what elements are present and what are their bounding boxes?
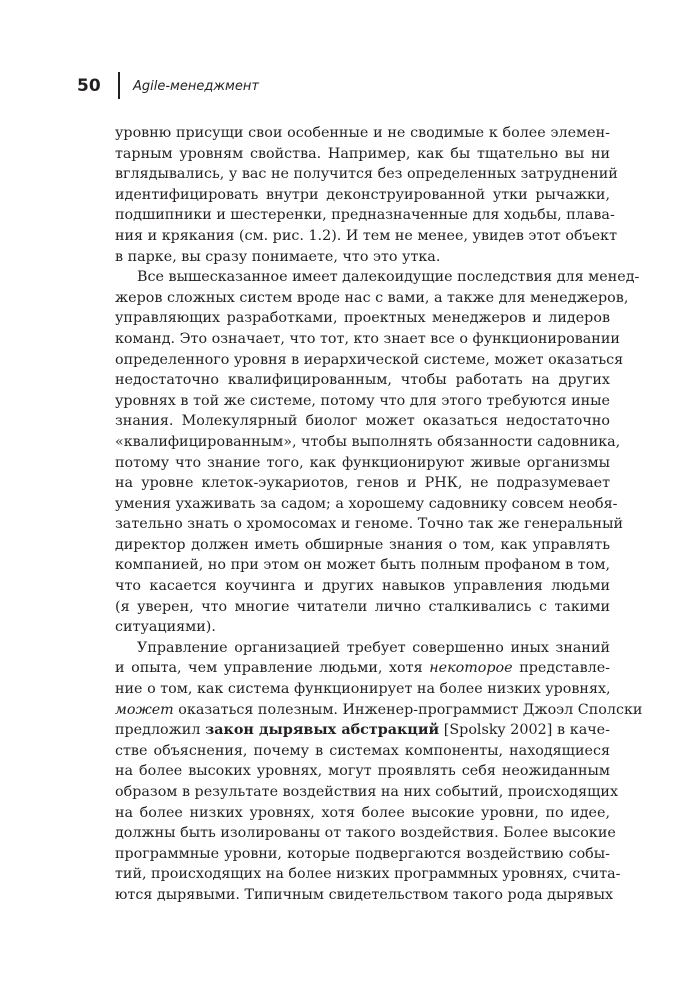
text-line bbox=[115, 288, 629, 309]
text-run: «квалифицированным», чтобы выполнять обязанности садовника, bbox=[115, 433, 621, 450]
text-run: недостаточно квалифицированным, чтобы работать на других bbox=[115, 372, 610, 389]
bold-term: закон дырявых абстракций bbox=[205, 722, 440, 739]
text-run: жеров сложных систем вроде нас с вами, а также для менеджеров, bbox=[115, 289, 629, 306]
text-line bbox=[115, 391, 610, 412]
text-run: потому что знание того, как функционируют живые организмы bbox=[115, 454, 610, 471]
text-run: стве объяснения, почему в системах компоненты, находящиеся bbox=[115, 742, 610, 759]
text-line bbox=[115, 597, 610, 618]
text-run: на более высоких уровнях, могут проявлять себя неожиданным bbox=[115, 763, 610, 780]
text-line bbox=[115, 514, 623, 535]
text-line bbox=[115, 267, 640, 288]
text-line bbox=[115, 308, 610, 329]
text-run: определенного уровня в иерархической системе, может оказаться bbox=[115, 351, 624, 368]
text-line bbox=[115, 144, 610, 165]
text-line bbox=[115, 555, 610, 576]
text-line bbox=[115, 679, 610, 700]
text-run: уровню присущи свои особенные и не сводимые к более элемен- bbox=[115, 125, 610, 141]
text-line bbox=[115, 700, 643, 721]
text-run: тий, происходящих на более низких программных уровнях, счита- bbox=[115, 866, 621, 883]
text-line bbox=[115, 761, 610, 782]
text-run: предложил bbox=[115, 722, 206, 739]
text-line bbox=[115, 638, 610, 659]
text-run: программные уровни, которые подвергаются воздействию собы- bbox=[115, 845, 610, 862]
text-line bbox=[115, 432, 621, 453]
text-run: идентифицировать внутри деконструированной утки рычажки, bbox=[115, 186, 610, 203]
text-run: должны быть изолированы от такого воздействия. Более высокие bbox=[115, 825, 616, 842]
text-line bbox=[115, 617, 610, 638]
text-line bbox=[115, 473, 610, 494]
text-run: знания. Молекулярный биолог может оказаться недостаточно bbox=[115, 413, 610, 430]
text-line bbox=[115, 576, 610, 597]
emphasis-text: может bbox=[115, 701, 174, 718]
text-run: оказаться полезным. Инженер-программист Джоэл Сполски bbox=[173, 701, 643, 718]
text-run: управляющих разработками, проектных менеджеров и лидеров bbox=[115, 310, 610, 327]
running-title: Agile-менеджмент bbox=[133, 79, 259, 94]
text-line bbox=[115, 864, 621, 885]
text-line bbox=[115, 226, 618, 247]
text-line bbox=[115, 658, 610, 679]
text-run: и опыта, чем управление людьми, хотя bbox=[115, 660, 430, 677]
text-run: компанией, но при этом он может быть полным профаном в том, bbox=[115, 557, 610, 574]
emphasis-text: некоторое bbox=[429, 660, 513, 677]
text-run: [Spolsky 2002] в каче- bbox=[439, 722, 610, 739]
text-line bbox=[115, 350, 624, 371]
text-run: что касается коучинга и других навыков управления людьми bbox=[115, 578, 610, 595]
text-run: Все вышесказанное имеет далекоидущие последствия для менед- bbox=[137, 269, 640, 286]
text-run: образом в результате воздействия на них событий, происходящих bbox=[115, 784, 619, 800]
text-run: ние о том, как система функционирует на более низких уровнях, bbox=[115, 681, 611, 698]
text-run: подшипники и шестеренки, предназначенные для ходьбы, плава- bbox=[115, 207, 615, 224]
text-run: тарным уровням свойства. Например, как бы тщательно вы ни bbox=[115, 145, 610, 162]
text-line bbox=[115, 329, 620, 350]
text-line bbox=[115, 844, 610, 865]
text-line bbox=[115, 720, 610, 741]
text-line bbox=[115, 411, 610, 432]
page-number: 50 bbox=[77, 76, 101, 96]
text-run: представле- bbox=[512, 660, 610, 677]
running-head bbox=[0, 72, 686, 102]
text-line bbox=[115, 741, 610, 762]
text-line bbox=[115, 885, 614, 906]
text-line bbox=[115, 247, 610, 268]
text-run: умения ухаживать за садом; а хорошему садовнику совсем необя- bbox=[115, 495, 618, 512]
text-line bbox=[115, 123, 610, 144]
text-run: вглядывались, у вас не получится без определенных затруднений bbox=[115, 166, 618, 183]
text-run: (я уверен, что многие читатели лично сталкивались с такими bbox=[115, 598, 610, 615]
text-run: зательно знать о хромосомах и геноме. Точно так же генеральный bbox=[115, 516, 623, 533]
text-line bbox=[115, 205, 615, 226]
text-run: ситуациями). bbox=[115, 619, 216, 636]
text-line bbox=[115, 823, 616, 844]
text-line bbox=[115, 803, 610, 824]
text-run: директор должен иметь обширные знания о том, как управлять bbox=[115, 536, 610, 553]
text-run: команд. Это означает, что тот, кто знает все о функционировании bbox=[115, 330, 620, 347]
text-run: в парке, вы сразу понимаете, что это утка. bbox=[115, 248, 441, 265]
body-text bbox=[115, 123, 643, 906]
text-line bbox=[115, 535, 610, 556]
text-line bbox=[115, 164, 618, 185]
text-line bbox=[115, 185, 610, 206]
text-run: уровнях в той же системе, потому что для этого требуются иные bbox=[115, 392, 610, 409]
text-line bbox=[115, 370, 610, 391]
text-run: на более низких уровнях, хотя более высокие уровни, по идее, bbox=[115, 804, 610, 821]
text-run: ния и крякания (см. рис. 1.2). И тем не менее, увидев этот объект bbox=[115, 227, 618, 244]
text-line bbox=[115, 782, 619, 803]
text-run: на уровне клеток-эукариотов, генов и РНК, не подразумевает bbox=[115, 475, 610, 492]
text-line bbox=[115, 494, 618, 515]
header-divider bbox=[118, 72, 120, 99]
text-line bbox=[115, 453, 610, 474]
text-run: Управление организацией требует совершенно иных знаний bbox=[137, 639, 610, 656]
text-run: ются дырявыми. Типичным свидетельством такого рода дырявых bbox=[115, 886, 614, 903]
